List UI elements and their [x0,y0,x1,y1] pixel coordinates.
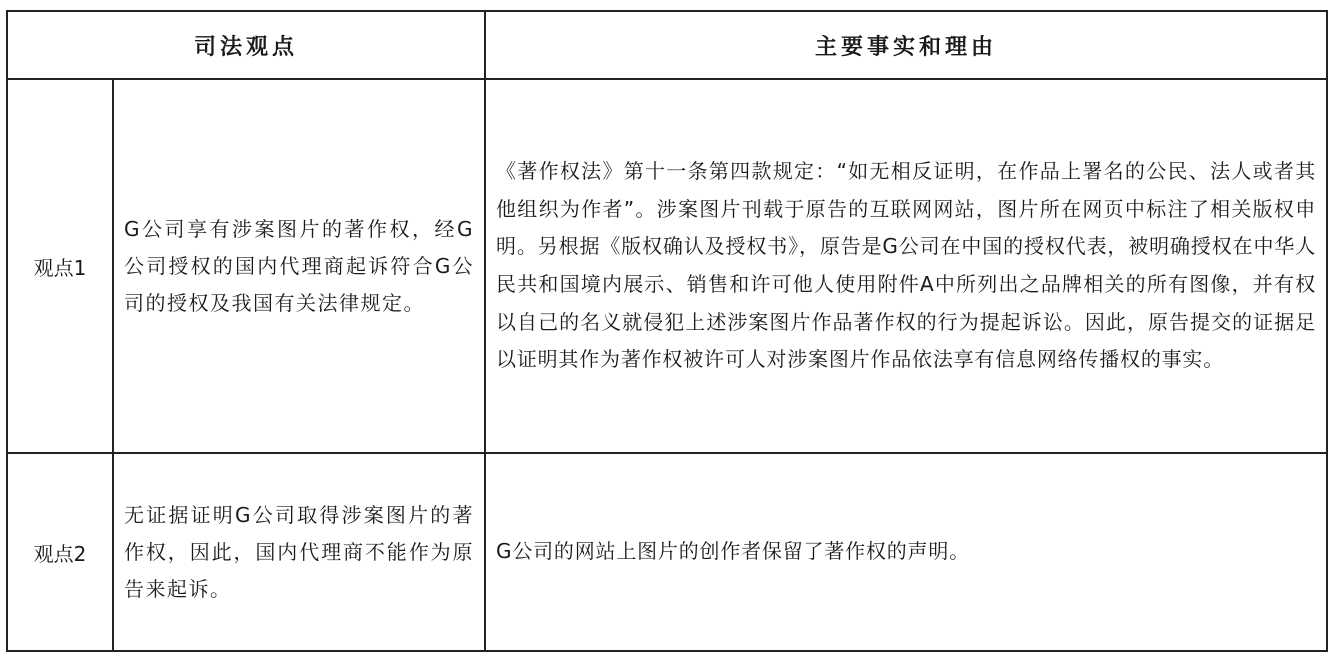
table-header-row [7,11,1327,79]
table-row [7,453,1327,651]
table-row [7,79,1327,453]
viewpoints-table [6,10,1328,652]
header-judicial-view: 司法观点 [7,11,485,79]
reason-text: 《著作权法》第十一条第四款规定：“如无相反证明，在作品上署名的公民、法人或者其他组织为作者”。涉案图片刊载于原告的互联网网站，图片所在网页中标注了相关版权申明。另根据《版权确认及授权书》，原告是G公司在中国的授权代表，被明确授权在中华人民共和国境内展示、销售和许可他人使用附件A中所列出之品牌相关的所有图像，并有权以自己的名义就侵犯上述涉案图片作品著作权的行为提起诉讼。因此，原告提交的证据足以证明其作为著作权被许可人对涉案图片作品依法享有信息网络传播权的事实。 [485,79,1327,453]
view-text: 无证据证明G公司取得涉案图片的著作权，因此，国内代理商不能作为原告来起诉。 [113,453,485,651]
row-label: 观点1 [7,79,113,453]
view-text: G公司享有涉案图片的著作权，经G公司授权的国内代理商起诉符合G公司的授权及我国有关法律规定。 [113,79,485,453]
row-label: 观点2 [7,453,113,651]
header-facts-reasons: 主要事实和理由 [485,11,1327,79]
reason-text: G公司的网站上图片的创作者保留了著作权的声明。 [485,453,1327,651]
